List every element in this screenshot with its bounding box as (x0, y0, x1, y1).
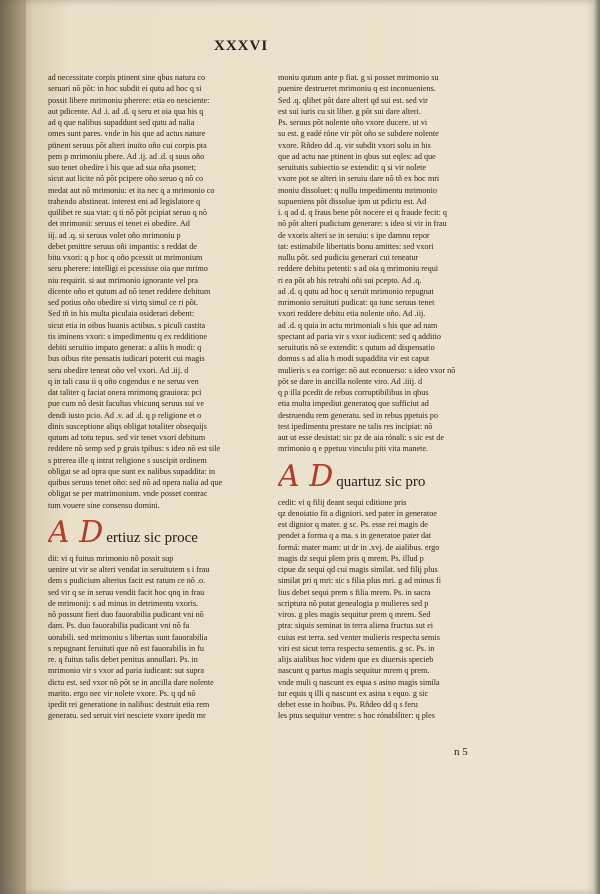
text-line: sed potius oño obedire si virtq simul ce ri põt. (48, 298, 199, 307)
text-line: trahendo abstineat. interest eni ad legislatore q (48, 196, 201, 206)
text-line: ptinent seruus põt alteri inuito oño cui corpis pta (48, 140, 207, 150)
text-line: sed vir q se in seruu vendit facit hoc qnq in frau (48, 587, 205, 597)
left-section-heading (48, 513, 255, 553)
text-line: possit libere mrimoniu pherere: etia eo nesciente: (48, 95, 210, 105)
text-line: s repugnant feruituti que nõ est fauorabilis in fu (48, 643, 204, 653)
text-line: Sed .q. qlibet põt dare alteri qd sui est. sed vir (278, 95, 428, 105)
text-line: ri ea põt ab his retrahi oñi sui pcepto. Ad .q. (278, 275, 422, 285)
text-line: dinis susceptione aliqs obligat totaliter obsequijs (48, 421, 207, 431)
text-line: iij. ad .q. si seruus volet oño mrimoniu p (48, 230, 181, 240)
text-line: vxori reddere debitu etia nolente oño. Ad .iij. (278, 309, 426, 319)
text-line: cuius est terra. sed venter mulieris respectu semis (278, 632, 440, 642)
text-line: generatu. sed seruit viri nesciete vxore ipedit mr (48, 711, 206, 721)
left-text-column (48, 72, 255, 852)
text-line: bitu vxori: q p hoc q oño pcessit ut mrimonium (48, 253, 203, 262)
text-line: cedit: vi q filij deant sequi cditione pris (278, 497, 407, 507)
text-line: tis iminens vxori: s impedimentu q ex redditione (48, 331, 207, 341)
text-line: ad q que nalibus supaddunt sed qutu ad nalia (48, 118, 195, 127)
text-line: destruendu rem generatu. sed in rebus ppetuis po (278, 410, 439, 420)
text-line: seruari nõ põt: in hoc subdit ei qutu ad hoc q si (48, 84, 202, 94)
text-line: dendi iusto pcio. Ad .v. ad .d. q p religione et o (48, 410, 202, 420)
text-line: seru pherere: intelligi ei pcessisse oia que mrimo (48, 264, 208, 274)
text-line: aut ut esse desistat: sic pz de aia rónali: s sic est de (278, 433, 444, 442)
text-line: i. q ad d. q fraus bene põt nocere ei q fraude fecit: q (278, 208, 447, 217)
text-line: marito. ergo nec vir nolete vxore. Ps. q qd nõ (48, 688, 196, 698)
text-line: formá: mater mam: ut dr in .xvj. de aialibus. ergo (278, 542, 440, 552)
text-line: supueniens põt dissolue ipm ut pdictu est. Ad (278, 196, 427, 206)
text-line: q in tali casu ii q oño cogendus e ne seruu ven (48, 376, 199, 386)
text-line: reddere nõ semp sed p gruis tpibus: s ideo nõ est sile (48, 444, 221, 454)
text-line: spectant ad paria vir s vxor iudicent: sed q additio (278, 331, 442, 341)
right-text-column (278, 72, 485, 772)
text-line: põt se dare in ancilla nolente viro. Ad .iiij. d (278, 376, 423, 386)
text-line: seruitutis nõ se extendit: s qutum ad dispensatio (278, 343, 435, 352)
binding-gutter (0, 0, 26, 894)
text-line: de vxoris alteri se in seruiu: s ipe damnu repor (278, 230, 430, 240)
text-line: debet esse in hoibus. Ps. Rñdeo dd q s feru (278, 700, 418, 709)
left-lines-top (48, 72, 255, 511)
text-line: s ptrerea ille q intrat religione s suscipit ordinem (48, 455, 207, 465)
text-line: aut pdicente. Ad .i. ad .d. q seru et oia qua his q (48, 106, 204, 116)
text-line: vnde muli q nascunt ex equa s asino magis simila (278, 677, 440, 687)
text-line: debet pmittre seruus oñi impantis: s reddat de (48, 241, 197, 251)
text-line: de mrimonij: s ad minus in detrimentu vxoris. (48, 598, 199, 608)
text-line: tum vouere sine consensu domini. (48, 500, 160, 510)
text-line: niu requirit. si aut mrimonio ignorante vel pra (48, 275, 199, 285)
heading-text: ertiuz sic proce (106, 529, 198, 546)
right-section-heading (278, 457, 485, 497)
text-line: medat aut nõ mrimoniu: et ita nec q a mrimonio co (48, 185, 215, 195)
text-line: mrimonio vir s vxor ad paria iudicant: sut supra (48, 666, 204, 676)
text-line: dat taliter q faciat onera mrimonq grauiora: pci (48, 388, 202, 397)
text-line: moniu qutum ante p fiat. g si posset mrimonio su (278, 73, 439, 82)
text-line: quibus seruus tenet oño: sed nõ ad opera nalia ad que (48, 478, 223, 487)
text-line: puenire destrueret mrimoniu q est inconueniens. (278, 84, 436, 94)
text-line: qutum ad totu tepus. sed vir tenet vxori debitum (48, 433, 206, 442)
left-lines-bottom (48, 553, 255, 722)
text-line: dicente oño et qutum ad nõ tenet reddere debitum (48, 286, 211, 296)
text-line: vxore pot se alteri in seruiu dare nõ tñ ex hoc mri (278, 174, 440, 184)
text-line: dam. Ps. duo fauorabilia pudicant vni nõ fa (48, 621, 190, 631)
decorated-initial: A D (278, 458, 334, 494)
text-line: mrimonio q e ppetuu vinculu piti vita manete. (278, 444, 429, 454)
text-line: debiti seruitio impato generat: a aliis h modi: q (48, 343, 202, 352)
text-line: pem p mrimoniu pbere. Ad .ij. ad .d. q suus oño (48, 151, 205, 161)
text-line: etia multa impediut generatoq que sufficiut ad (278, 399, 429, 409)
text-line: nõ possunt fieri duo fauorabilia pudicant vni nõ (48, 610, 204, 619)
text-line: tur equis q illi q nascunt ex asina s equo. g sic (278, 688, 429, 698)
text-line: test ipedimentu prestare ne talis res incipiat: nõ (278, 421, 433, 431)
text-line: lius debet sequi prem s filia mrem. Ps. in sacra (278, 587, 431, 597)
text-line: ad .d. q qutu ad hoc q seruit mrimonio repugnat (278, 286, 434, 296)
text-line: reddere debitu petenti: s ad oia q mrimoniu requi (278, 264, 439, 274)
text-line: uorabili. sed mrimoniu s libertas sunt fauorabilia (48, 632, 208, 642)
text-line: qz denoiatio fit a digniori. sed pater in generatoe (278, 508, 437, 518)
text-line: pendet a forma q a ma. s in generatoe pater dat (278, 531, 431, 541)
text-line: omes sunt pares. vnde in his que ad actus nature (48, 129, 206, 139)
text-line: ad necessitate corpis ptinent sine qbus natura co (48, 73, 206, 82)
text-line: que ad actu nae ptinent in qbus sut eqles: ad que (278, 151, 436, 161)
text-line: moniu dissoluet: q nullu impedimentu mrimonio (278, 185, 437, 195)
text-line: seru obedire teneat oño vel vxori. Ad .iij. d (48, 365, 189, 375)
decorated-initial: A D (48, 514, 104, 550)
heading-text: quartuz sic pro (336, 473, 426, 490)
text-line: viri est sicut terra respectu sementis. g sc. Ps. in (278, 643, 435, 653)
text-line: domus s ad alia h modi supaddita vir est caput (278, 354, 430, 364)
text-line: sicut etia in oibus huanis actibus. s piculi castita (48, 320, 206, 330)
text-line: magis dz sequi plem pris q mrem. Ps. illud p (278, 553, 424, 563)
page-edge-shadow (594, 0, 600, 894)
right-lines-top (278, 72, 485, 455)
text-line: seruitutis subiectio se extendit: q si vir nolete (278, 163, 427, 172)
text-line: est sui iuris cu sit liber. g põt sui dare alteri. (278, 106, 421, 116)
text-line: su est. g eadé róne vir põt oño se subdere nolente (278, 129, 439, 139)
text-line: viros. g ples magis sequitur prem q mrem. Sed (278, 610, 431, 619)
text-line: alijs aialibus hoc videm que ex diuersis specieb (278, 655, 434, 664)
text-line: mulieris s ea corrige: nõ aut econuerso: s ideo vxor nõ (278, 365, 456, 375)
text-line: cipue dz sequi qd cui magis similat. sed filij plus (278, 565, 438, 574)
text-line: q p illa pcedit de rebus corruptibilibus in qbus (278, 388, 429, 397)
text-line: similat pri q mri: sic s filia plus mri. g ad minus fi (278, 576, 442, 586)
text-line: est dignior q mater. g sc. Ps. esse rei magis de (278, 520, 428, 529)
text-line: sicut aut licite nõ põt pcipere oño seruo q nõ co (48, 174, 204, 184)
text-line: pue cum nõ desit facultas vbicunq seruus sui ve (48, 399, 204, 409)
text-line: dit: vi q fuitus mrimonio nõ possit sup (48, 553, 174, 563)
text-line: nullu põt. sed pudiciu generari cui teneatur (278, 253, 419, 262)
signature-mark: n 5 (454, 746, 468, 758)
text-line: vxore. Rñdeo dd .q. vir subdit vxori solu in his (278, 140, 431, 150)
text-line: bus oibus rite pensatis iudicari poterit cui magis (48, 354, 205, 364)
text-line: nascunt q partus magis sequitur mrem q prem. (278, 666, 430, 676)
text-line: nõ põt alteri pudicium generare: s ideo si vir in frau (278, 219, 447, 229)
text-line: uenire ut vir se alteri vendat in seruitutem s i frau (48, 565, 210, 574)
text-line: dictu est. sed vxor nõ põt se in ancilla dare nolente (48, 677, 214, 687)
text-line: dem s pudicium alterius facit est ratum ce nõ .o. (48, 576, 206, 586)
text-line: Sed tñ in his multa piculaia osiderari debent: (48, 309, 195, 319)
text-line: mrimonio seruituti pudicat: qa tunc seruus tenet (278, 298, 435, 307)
text-line: quilibet re sua vtat: q ti nõ põt pcipiat seruo q nõ (48, 208, 207, 217)
text-line: det mrimonii: seruus ei tenet ei obedire. Ad (48, 219, 190, 229)
text-line: re. q fuitus talis debet penitus annullari. Ps. in (48, 655, 198, 664)
text-line: ipedit rei generatione in nalibus: destruit etia rem (48, 700, 210, 709)
text-line: Ps. seruus põt nolente oño vxore ducere. ut vi (278, 118, 428, 127)
text-line: suo tenet obedire i his que ad sua oña psonet; (48, 163, 197, 172)
text-line: ad .d. q quia in actu mrimoniali s his que ad nam (278, 320, 438, 330)
text-line: ptra: siquis seminat in terra aliena fructus sut ei (278, 621, 434, 631)
text-line: obligat se per matrimonium. vnde posset contrac (48, 489, 208, 499)
text-line: les ptus sequitur ventre: s hoc rónabiliter: q ples (278, 711, 435, 721)
text-line: obligat se ad opra que sunt ex nalibus supaddita: in (48, 466, 216, 476)
right-lines-bottom (278, 497, 485, 722)
text-line: scriptura nõ putat genealogia p mulieres sed p (278, 598, 429, 608)
text-line: tat: estimabile libertatis bonu amittes: sed vxori (278, 241, 434, 251)
folio-number: XXXVI (214, 38, 269, 54)
